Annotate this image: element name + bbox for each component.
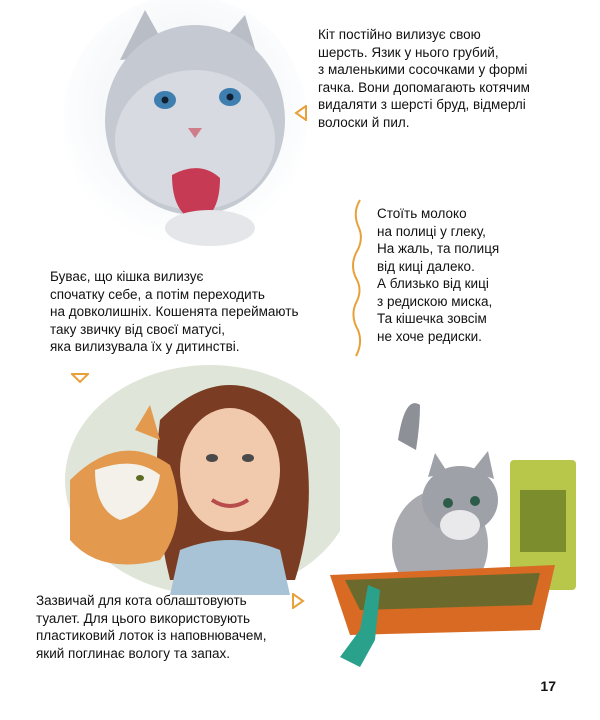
grooming-paragraph: Кіт постійно вилизує свою шерсть. Язик у нього грубий, з маленькими сосочками у формі гачка. Вони допомагають котячим видаляти з шерсті бруд, відмерлі волоски й пил. — [318, 27, 530, 130]
toilet-paragraph: Зазвичай для кота облаштовують туалет. Для цього використовують пластиковий лоток із наповнювачем, який поглинає вологу та запах. — [36, 593, 267, 661]
triangle-right-icon — [291, 593, 305, 609]
triangle-down-icon — [71, 372, 89, 384]
girl-with-cat-illustration — [40, 360, 340, 595]
kitten-litter-box-illustration — [320, 395, 580, 670]
poem-text: Стоїть молоко на полиці у глеку, На жаль, та полиця від киці далеко. А близько від киці з редискою миска, Та кішечка зовсім не хоче редиски. — [377, 206, 500, 344]
habit-paragraph: Буває, що кішка вилизує спочатку себе, а потім переходить на довколишніх. Кошенята переймають таку звичку від своєї матусі, яка вилизувала їх у дитинстві. — [50, 269, 299, 354]
triangle-left-icon — [294, 105, 308, 121]
page-number: 17 — [540, 678, 556, 694]
wavy-brace-icon — [350, 198, 364, 358]
licking-cat-illustration — [60, 0, 310, 250]
